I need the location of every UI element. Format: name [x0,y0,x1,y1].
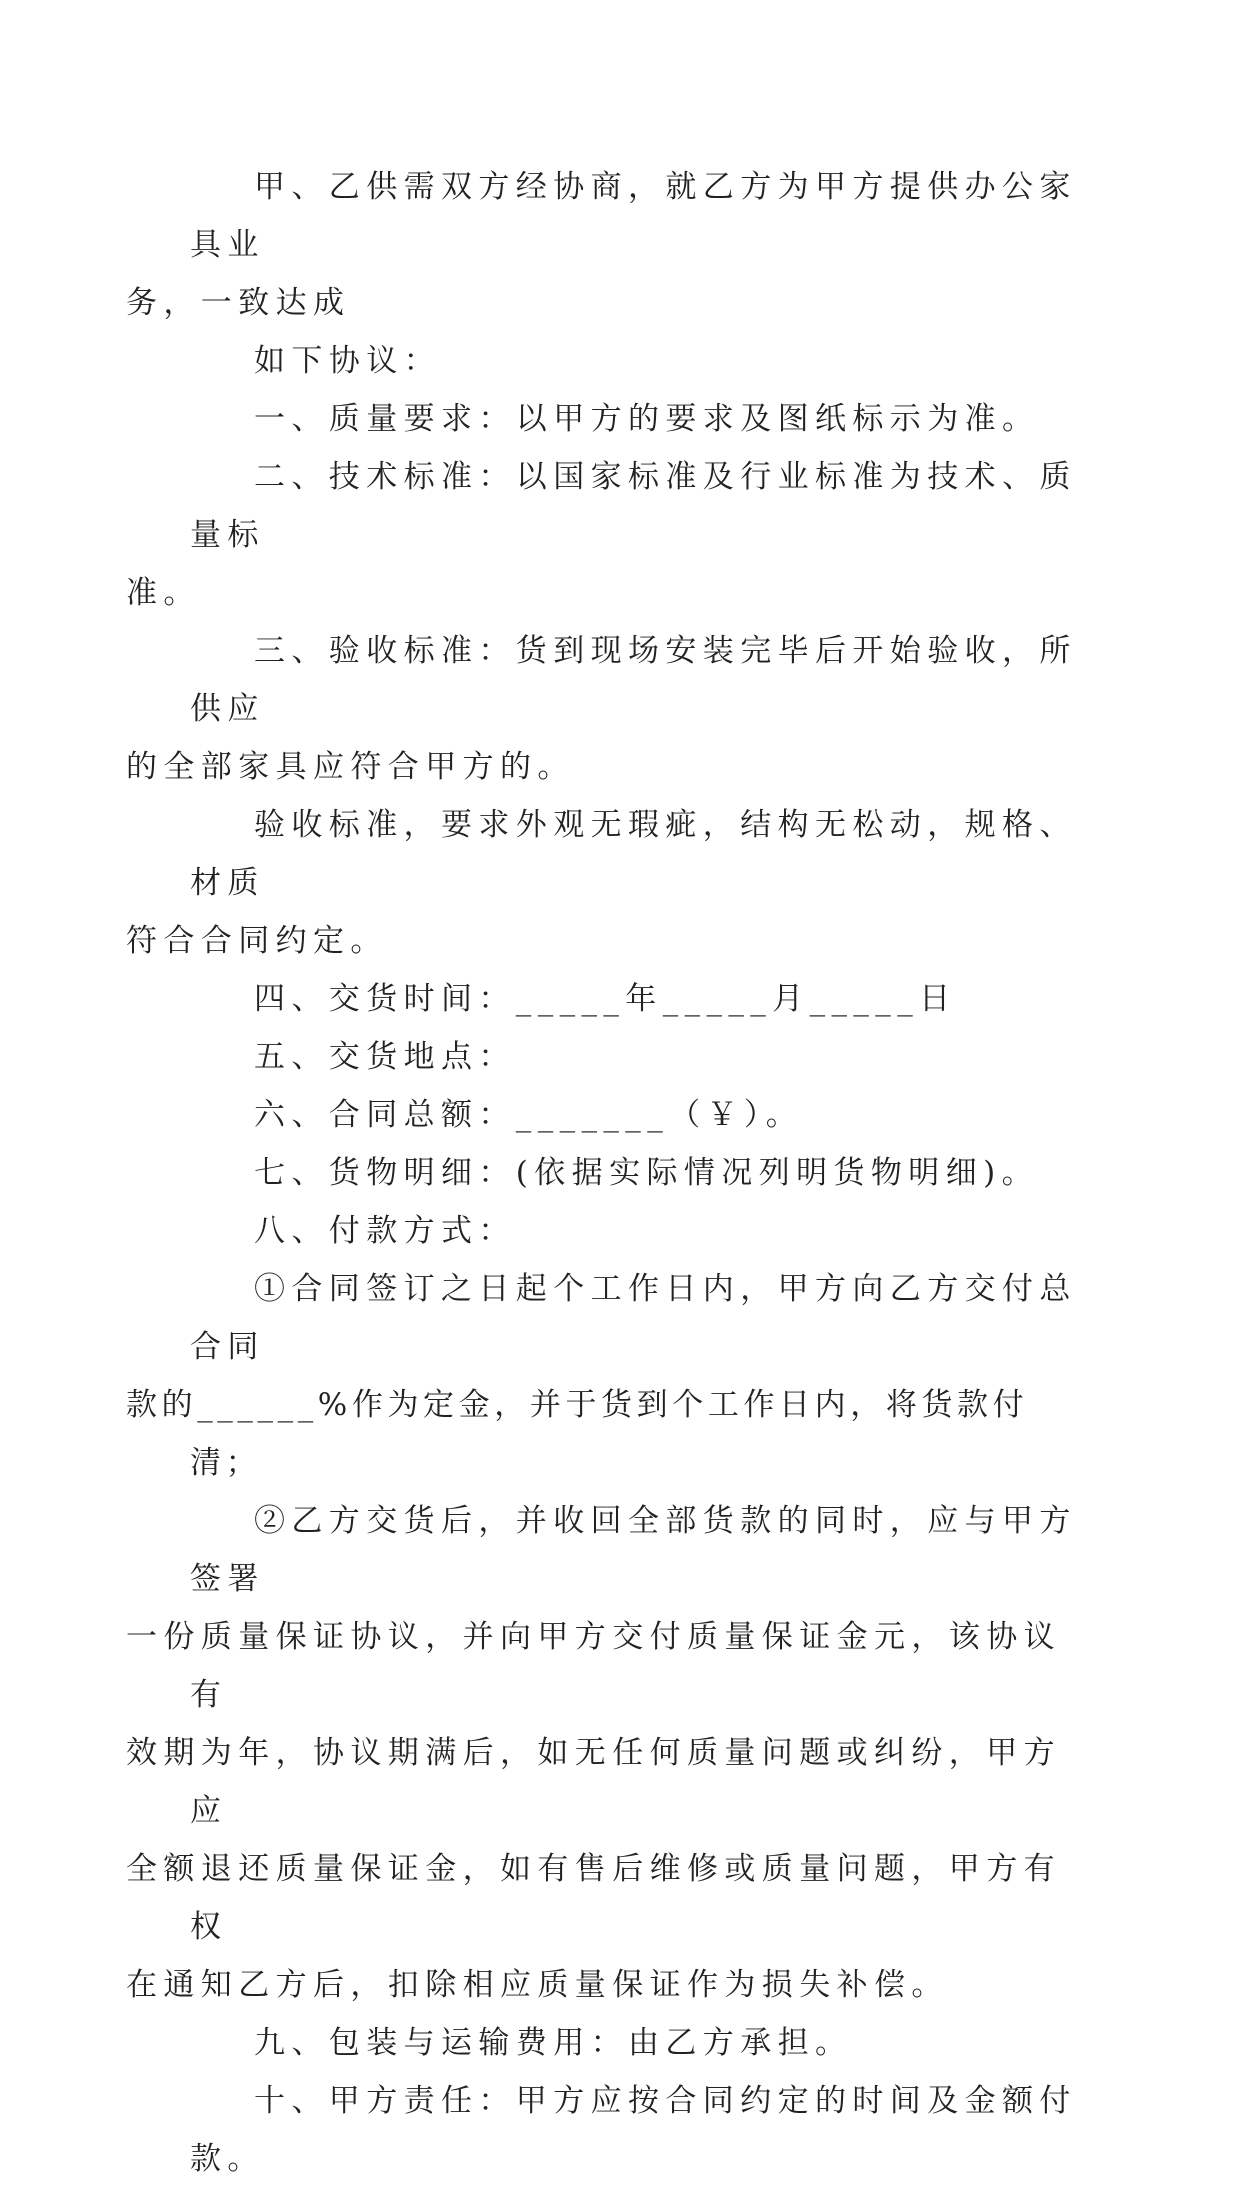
text-line: ②乙方交货后，并收回全部货款的同时，应与甲方签署 [190,1503,1077,1597]
text-line: 准。 [126,575,201,611]
paragraph-delivery-time [190,970,1080,1028]
document-page [126,158,1080,2188]
text-line: 八、付款方式： [254,1213,516,1249]
text-line: 验收标准，要求外观无瑕疵，结构无松动，规格、材质 [190,807,1077,901]
paragraph-packaging [190,2014,1080,2072]
text-line: 九、包装与运输费用：由乙方承担。 [254,2025,853,2061]
paragraph-payment-item-1 [126,1260,1080,1492]
paragraph-quality-requirement [190,390,1080,448]
paragraph-payment-method [190,1202,1080,1260]
text-line: 如下协议： [254,343,441,379]
text-line: 款的______%作为定金，并于货到个工作日内，将货款付清； [126,1387,1029,1481]
text-line: 一、质量要求：以甲方的要求及图纸标示为准。 [254,401,1040,437]
text-line: 效期为年，协议期满后，如无任何质量问题或纠纷，甲方应 [126,1735,1061,1829]
text-line: 七、货物明细：(依据实际情况列明货物明细)。 [254,1155,1039,1191]
paragraph-party-a-responsibility [190,2072,1080,2188]
paragraph-delivery-place [190,1028,1080,1086]
text-line: 甲、乙供需双方经协商，就乙方为甲方提供办公家具业 [190,169,1077,263]
text-line: 六、合同总额：_______（￥）。 [254,1097,804,1133]
text-line: 的全部家具应符合甲方的。 [126,749,575,785]
paragraph-goods-detail [190,1144,1080,1202]
paragraph-agreement [190,332,1080,390]
text-line: 四、交货时间：_____年_____月_____日 [254,981,957,1017]
text-line: 符合合同约定。 [126,923,388,959]
paragraph-payment-item-2 [126,1492,1080,2014]
paragraph-contract-amount [190,1086,1080,1144]
paragraph-technical-standard [126,448,1080,622]
text-line: ①合同签订之日起个工作日内，甲方向乙方交付总合同 [190,1271,1077,1365]
text-line: 二、技术标准：以国家标准及行业标准为技术、质量标 [190,459,1077,553]
paragraph-acceptance-standard [126,622,1080,796]
text-line: 三、验收标准：货到现场安装完毕后开始验收，所供应 [190,633,1077,727]
text-line: 全额退还质量保证金，如有售后维修或质量问题，甲方有权 [126,1851,1061,1945]
text-line: 在通知乙方后，扣除相应质量保证作为损失补偿。 [126,1967,949,2003]
text-line: 五、交货地点： [254,1039,516,1075]
paragraph-acceptance-detail [126,796,1080,970]
text-line: 十、甲方责任：甲方应按合同约定的时间及金额付款。 [190,2083,1077,2177]
text-line: 一份质量保证协议，并向甲方交付质量保证金元，该协议有 [126,1619,1061,1713]
text-line: 务，一致达成 [126,285,351,321]
paragraph-intro [126,158,1080,332]
